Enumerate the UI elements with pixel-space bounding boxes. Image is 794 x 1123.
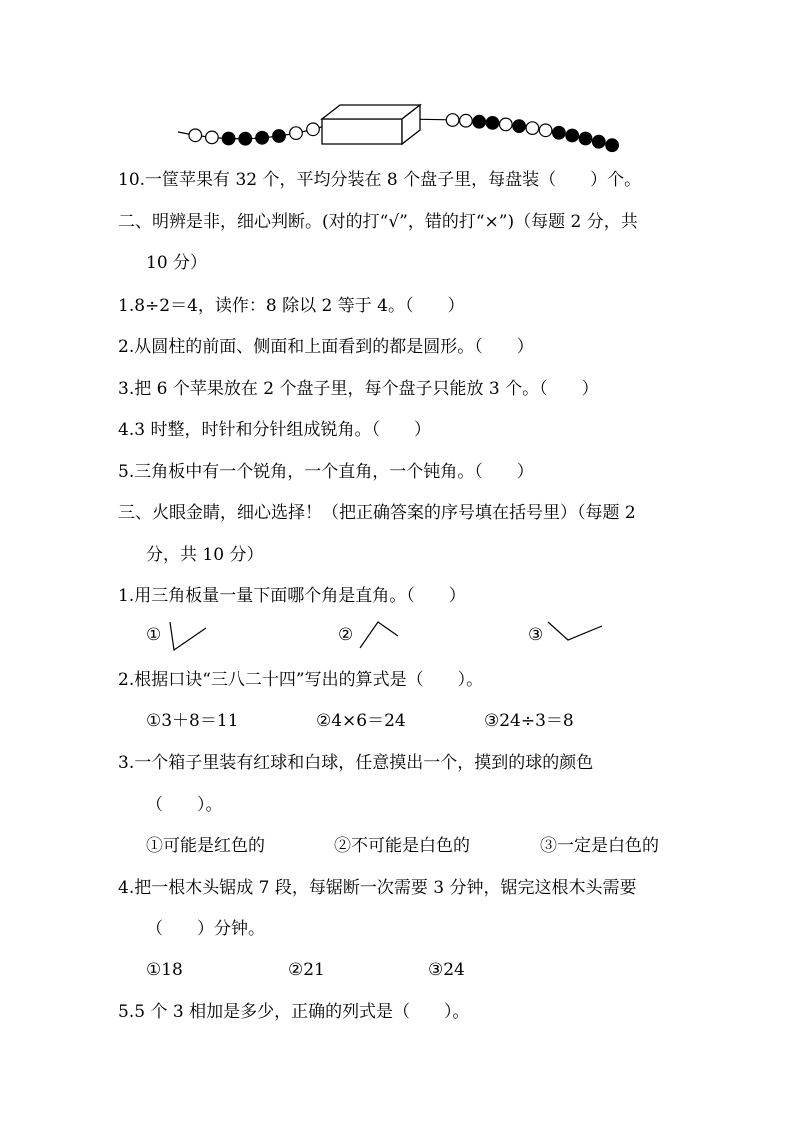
q1-option-2-label: ② xyxy=(338,625,354,645)
choice-question-5: 5.5 个 3 相加是多少，正确的列式是（ ）。 xyxy=(118,1002,470,1022)
q4-option-2: ②21 xyxy=(288,960,325,980)
section-2-heading: 二、明辨是非，细心判断。(对的打“√”，错的打“×”)（每题 2 分，共 xyxy=(118,212,638,232)
q2-option-2: ②4×6＝24 xyxy=(316,711,406,731)
q4-option-1: ①18 xyxy=(146,960,183,980)
q1-option-1-label: ① xyxy=(146,625,162,645)
question-10: 10.一筐苹果有 32 个，平均分装在 8 个盘子里，每盘装（ ）个。 xyxy=(118,170,642,190)
section-2-heading-cont: 10 分） xyxy=(146,253,208,273)
q2-option-1: ①3＋8＝11 xyxy=(146,711,239,731)
angle-option-3 xyxy=(546,618,606,648)
choice-question-3: 3.一个箱子里装有红球和白球，任意摸出一个，摸到的球的颜色 xyxy=(118,753,594,773)
judge-item-2: 2.从圆柱的前面、侧面和上面看到的都是圆形。（ ） xyxy=(118,337,534,357)
white-bead xyxy=(290,127,303,140)
choice-question-2: 2.根据口诀“三八二十四”写出的算式是（ ）。 xyxy=(118,670,484,690)
q1-option-3-label: ③ xyxy=(528,625,544,645)
black-bead xyxy=(222,132,235,145)
white-bead xyxy=(307,123,320,136)
black-bead xyxy=(566,129,579,142)
white-bead xyxy=(500,118,513,131)
bead-string-illustration xyxy=(170,96,630,158)
black-bead xyxy=(513,120,526,133)
q2-option-3: ③24÷3＝8 xyxy=(484,711,574,731)
judge-item-4: 4.3 时整，时针和分针组成锐角。（ ） xyxy=(118,420,431,440)
black-bead xyxy=(256,132,269,145)
section-3-heading: 三、火眼金睛，细心选择！（把正确答案的序号填在括号里）（每题 2 xyxy=(118,503,636,523)
q3-option-3: ③一定是白色的 xyxy=(540,836,659,856)
choice-question-4: 4.把一根木头锯成 7 段，每锯断一次需要 3 分钟，锯完这根木头需要 xyxy=(118,878,637,898)
judge-item-5: 5.三角板中有一个锐角，一个直角，一个钝角。（ ） xyxy=(118,462,534,482)
white-bead xyxy=(460,114,473,127)
black-bead xyxy=(486,117,499,130)
angle-option-1 xyxy=(166,620,212,654)
q3-option-2: ②不可能是白色的 xyxy=(334,836,470,856)
choice-question-4-cont: （ ）分钟。 xyxy=(146,919,265,939)
black-bead xyxy=(606,139,619,152)
black-bead xyxy=(273,130,286,143)
angle-option-2 xyxy=(356,618,402,652)
black-bead xyxy=(473,115,486,128)
box-shape xyxy=(322,105,420,144)
black-bead xyxy=(593,135,606,148)
q3-option-1: ①可能是红色的 xyxy=(146,836,265,856)
white-bead xyxy=(446,114,459,127)
white-bead xyxy=(206,131,219,144)
white-bead xyxy=(539,124,552,137)
black-bead xyxy=(239,132,252,145)
white-bead xyxy=(189,129,202,142)
white-bead xyxy=(526,122,539,135)
q4-option-3: ③24 xyxy=(428,960,465,980)
judge-item-3: 3.把 6 个苹果放在 2 个盘子里，每个盘子只能放 3 个。（ ） xyxy=(118,379,599,399)
choice-question-1: 1.用三角板量一量下面哪个角是直角。（ ） xyxy=(118,586,466,606)
judge-item-1: 1.8÷2＝4，读作：8 除以 2 等于 4。（ ） xyxy=(118,296,465,316)
section-3-heading-cont: 分，共 10 分） xyxy=(146,545,264,565)
black-bead xyxy=(579,132,592,145)
black-bead xyxy=(553,127,566,140)
choice-question-3-cont: （ ）。 xyxy=(146,795,223,815)
